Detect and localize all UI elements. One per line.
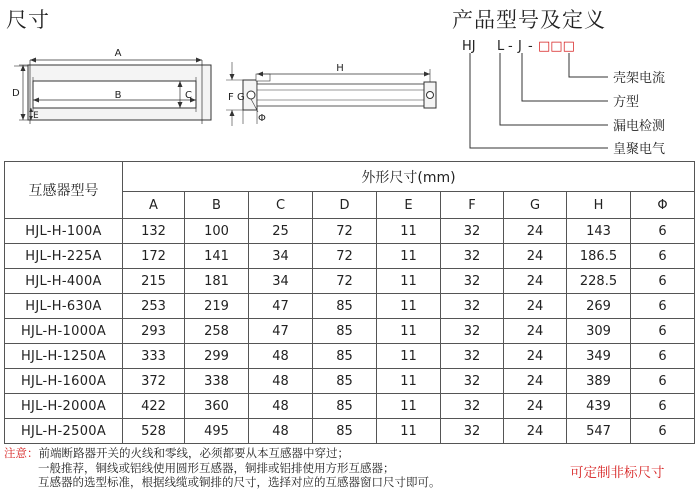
value-cell: 85: [313, 319, 377, 344]
value-cell: 32: [441, 244, 504, 269]
value-cell: 389: [567, 369, 631, 394]
value-cell: 85: [313, 369, 377, 394]
dims-header: 外形尺寸(mm): [123, 162, 695, 192]
value-cell: 32: [441, 319, 504, 344]
value-cell: 48: [249, 344, 313, 369]
value-cell: 32: [441, 344, 504, 369]
column-header-phi: Φ: [631, 192, 695, 219]
value-cell: 85: [313, 294, 377, 319]
legend-square-type: 方型: [613, 95, 640, 110]
label-h: H: [336, 63, 344, 74]
code-l: L: [497, 39, 505, 54]
value-cell: 24: [504, 219, 567, 244]
model-cell: HJL-H-1600A: [5, 369, 123, 394]
value-cell: 293: [123, 319, 185, 344]
value-cell: 24: [504, 394, 567, 419]
value-cell: 11: [377, 219, 441, 244]
value-cell: 85: [313, 394, 377, 419]
column-header-h: H: [567, 192, 631, 219]
value-cell: 422: [123, 394, 185, 419]
value-cell: 48: [249, 394, 313, 419]
value-cell: 6: [631, 344, 695, 369]
value-cell: 495: [185, 419, 249, 444]
value-cell: 11: [377, 419, 441, 444]
value-cell: 11: [377, 244, 441, 269]
model-code-diagram: [462, 39, 665, 157]
model-cell: HJL-H-2500A: [5, 419, 123, 444]
value-cell: 24: [504, 319, 567, 344]
value-cell: 6: [631, 294, 695, 319]
front-view: [14, 58, 211, 125]
model-cell: HJL-H-630A: [5, 294, 123, 319]
value-cell: 11: [377, 369, 441, 394]
value-cell: 215: [123, 269, 185, 294]
value-cell: 11: [377, 294, 441, 319]
code-hj: HJ: [462, 39, 476, 54]
technical-drawing: [0, 36, 700, 161]
value-cell: 253: [123, 294, 185, 319]
value-cell: 34: [249, 269, 313, 294]
model-cell: HJL-H-1000A: [5, 319, 123, 344]
table-row: [5, 319, 695, 344]
label-b: B: [114, 90, 122, 101]
value-cell: 309: [567, 319, 631, 344]
model-cell: HJL-H-400A: [5, 269, 123, 294]
model-cell: HJL-H-225A: [5, 244, 123, 269]
value-cell: 48: [249, 419, 313, 444]
column-header-f: F: [441, 192, 504, 219]
value-cell: 6: [631, 319, 695, 344]
value-cell: 141: [185, 244, 249, 269]
value-cell: 6: [631, 244, 695, 269]
value-cell: 6: [631, 219, 695, 244]
table-body: [5, 219, 695, 444]
value-cell: 6: [631, 269, 695, 294]
note-text-1: 前端断路器开关的火线和零线，必须都要从本互感器中穿过；: [38, 446, 349, 460]
value-cell: 528: [123, 419, 185, 444]
value-cell: 34: [249, 244, 313, 269]
value-cell: 338: [185, 369, 249, 394]
table-row: [5, 294, 695, 319]
value-cell: 100: [185, 219, 249, 244]
table-row: [5, 244, 695, 269]
table-row: [5, 219, 695, 244]
value-cell: 32: [441, 269, 504, 294]
dimensions-title: 尺寸: [6, 8, 50, 32]
table-row: [5, 394, 695, 419]
note-label: 注意：: [4, 446, 39, 460]
column-header-g: G: [504, 192, 567, 219]
model-cell: HJL-H-2000A: [5, 394, 123, 419]
model-definition-title: 产品型号及定义: [452, 8, 606, 32]
label-phi: Φ: [258, 113, 266, 124]
value-cell: 24: [504, 244, 567, 269]
code-boxes: □□□: [538, 39, 575, 54]
value-cell: 333: [123, 344, 185, 369]
value-cell: 32: [441, 294, 504, 319]
value-cell: 547: [567, 419, 631, 444]
value-cell: 132: [123, 219, 185, 244]
value-cell: 143: [567, 219, 631, 244]
value-cell: 181: [185, 269, 249, 294]
value-cell: 24: [504, 369, 567, 394]
column-header-d: D: [313, 192, 377, 219]
value-cell: 25: [249, 219, 313, 244]
value-cell: 24: [504, 269, 567, 294]
code-dash1: -: [508, 39, 513, 54]
value-cell: 6: [631, 419, 695, 444]
value-cell: 360: [185, 394, 249, 419]
note-line-3: 互感器的选型标准，根据线缆或铜排的尺寸，选择对应的互感器窗口尺寸即可。: [38, 475, 441, 489]
value-cell: 269: [567, 294, 631, 319]
table-row: [5, 419, 695, 444]
model-cell: HJL-H-1250A: [5, 344, 123, 369]
table-row: [5, 369, 695, 394]
custom-size-note: 可定制非标尺寸: [570, 465, 665, 481]
value-cell: 172: [123, 244, 185, 269]
label-g: G: [237, 92, 245, 103]
value-cell: 48: [249, 369, 313, 394]
label-d: D: [12, 88, 20, 99]
value-cell: 6: [631, 369, 695, 394]
legend-leakage-detection: 漏电检测: [613, 119, 666, 134]
value-cell: 439: [567, 394, 631, 419]
note-line-2: 一般推荐，铜线或铝线使用圆形互感器，铜排或铝排使用方形互感器；: [38, 460, 395, 475]
code-dash2: -: [528, 39, 533, 54]
value-cell: 72: [313, 244, 377, 269]
value-cell: 24: [504, 419, 567, 444]
label-a: A: [114, 48, 122, 59]
model-header: 互感器型号: [5, 162, 123, 219]
table-row: [5, 344, 695, 369]
column-header-b: B: [185, 192, 249, 219]
value-cell: 349: [567, 344, 631, 369]
column-header-e: E: [377, 192, 441, 219]
column-header-c: C: [249, 192, 313, 219]
code-j: J: [518, 39, 522, 54]
column-header-a: A: [123, 192, 185, 219]
value-cell: 228.5: [567, 269, 631, 294]
legend-frame-current: 壳架电流: [613, 71, 666, 86]
value-cell: 11: [377, 394, 441, 419]
model-cell: HJL-H-100A: [5, 219, 123, 244]
legend-brand: 皇聚电气: [613, 142, 666, 157]
value-cell: 186.5: [567, 244, 631, 269]
value-cell: 32: [441, 419, 504, 444]
value-cell: 6: [631, 394, 695, 419]
value-cell: 72: [313, 269, 377, 294]
label-c: C: [185, 90, 192, 101]
label-e: E: [33, 111, 39, 121]
value-cell: 24: [504, 294, 567, 319]
value-cell: 24: [504, 344, 567, 369]
value-cell: 32: [441, 369, 504, 394]
value-cell: 219: [185, 294, 249, 319]
value-cell: 32: [441, 394, 504, 419]
value-cell: 11: [377, 319, 441, 344]
note-line-1: [4, 446, 441, 461]
value-cell: 47: [249, 294, 313, 319]
value-cell: 85: [313, 419, 377, 444]
value-cell: 299: [185, 344, 249, 369]
spec-table: [4, 161, 695, 444]
value-cell: 372: [123, 369, 185, 394]
table-row: [5, 269, 695, 294]
notes: [4, 446, 441, 490]
value-cell: 47: [249, 319, 313, 344]
value-cell: 11: [377, 344, 441, 369]
value-cell: 72: [313, 219, 377, 244]
value-cell: 32: [441, 219, 504, 244]
value-cell: 11: [377, 269, 441, 294]
value-cell: 85: [313, 344, 377, 369]
value-cell: 258: [185, 319, 249, 344]
label-f: F: [228, 92, 234, 103]
